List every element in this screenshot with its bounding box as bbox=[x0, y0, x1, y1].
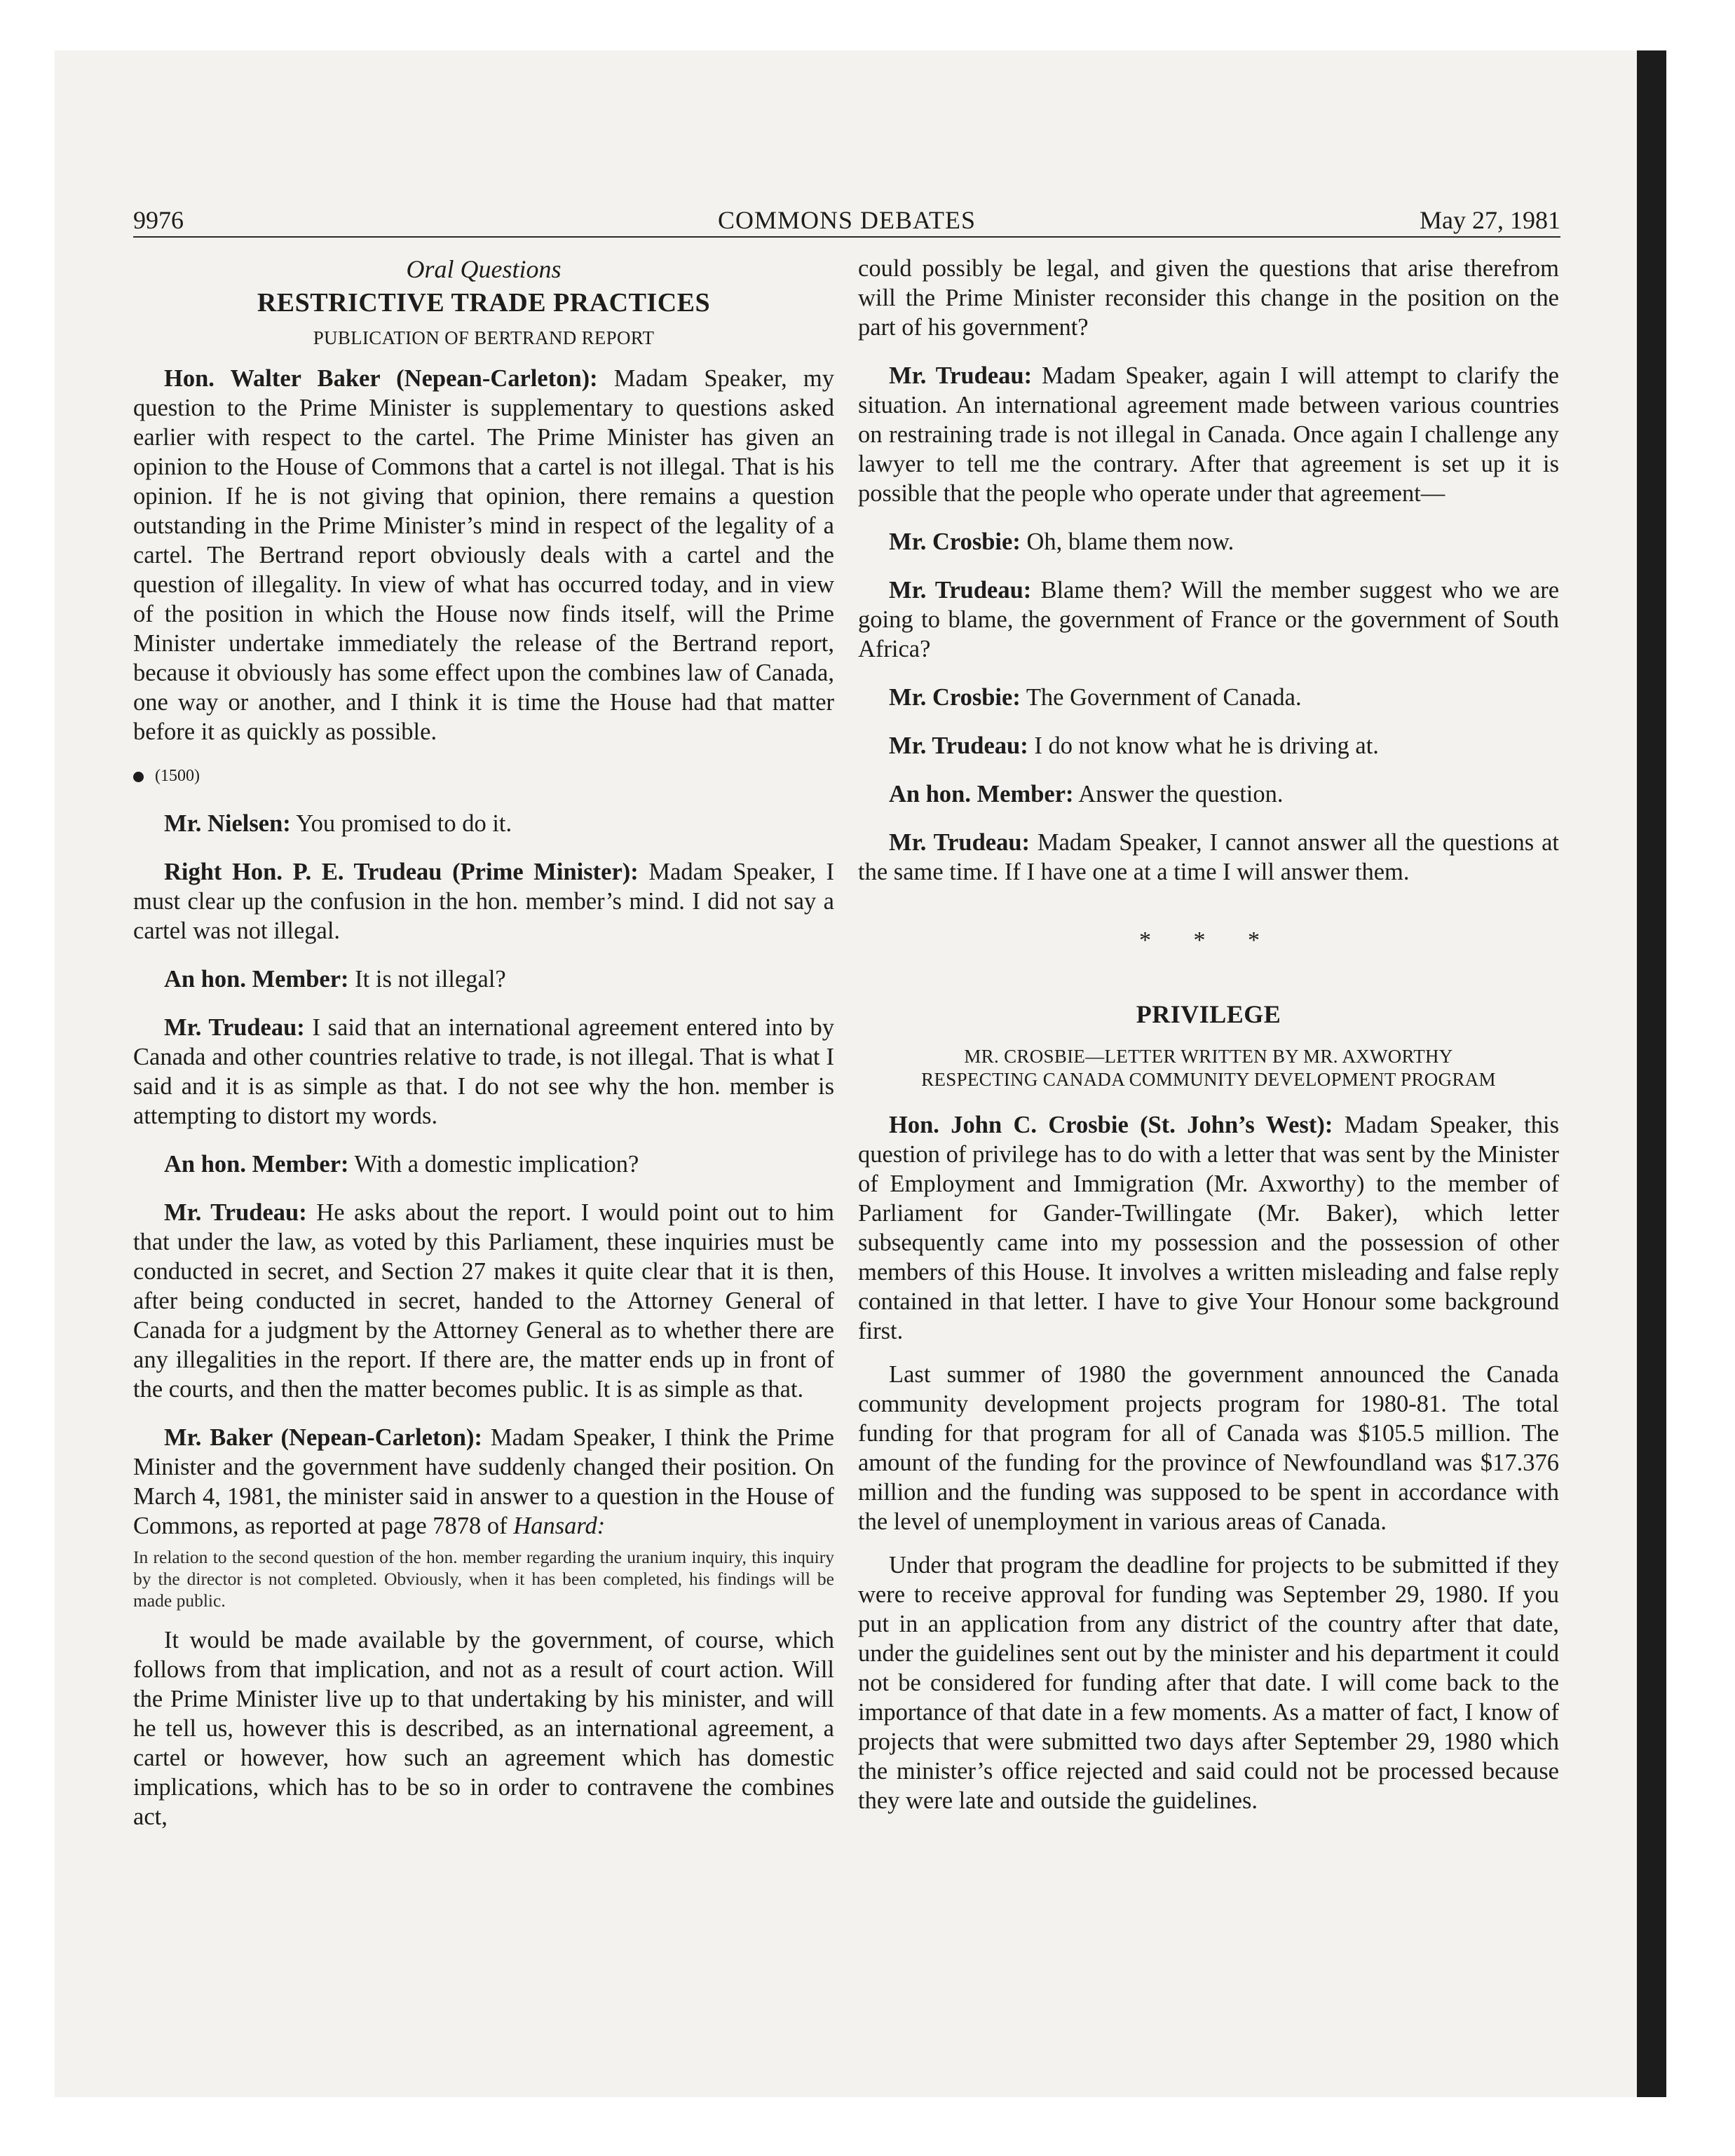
bullet-icon bbox=[133, 772, 144, 782]
time-marker bbox=[133, 762, 834, 790]
speaker: Mr. Nielsen: bbox=[164, 810, 291, 837]
paragraph bbox=[858, 683, 1559, 712]
header-rule bbox=[133, 236, 1560, 238]
paragraph: It would be made available by the government, of course, which follows from that implication, and not as a result of court action. Will the Prime Minister live up to that undertaking by his minister, and will he tell us, however this is described, as an international agreement, a cartel or however, how such an agreement which has domestic implications, which has to be so in order to contravene the combines act, bbox=[133, 1627, 834, 1830]
publication-date: May 27, 1981 bbox=[1420, 206, 1560, 234]
speech: Oh, blame them now. bbox=[1020, 528, 1234, 555]
paragraph bbox=[133, 1149, 834, 1179]
section-title: RESTRICTIVE TRADE PRACTICES bbox=[257, 288, 711, 318]
speech: Madam Speaker, again I will attempt to clarify the situation. An international agreement made between various countries on restraining trade is not illegal in Canada. Once again I challenge any lawyer to tell me the contrary. After that agreement is set up it is possible that the people who operate under that agreement— bbox=[858, 362, 1559, 507]
subsection-title: MR. CROSBIE—LETTER WRITTEN BY MR. AXWORTHY bbox=[964, 1046, 1453, 1067]
speaker: Mr. Trudeau: bbox=[164, 1014, 305, 1041]
subsection-title: PUBLICATION OF BERTRAND REPORT bbox=[313, 327, 655, 348]
speech: It is not illegal? bbox=[348, 966, 506, 992]
speaker: Mr. Trudeau: bbox=[889, 577, 1032, 603]
paragraph: Last summer of 1980 the government announced the Canada community development projects program for 1980-81. The total funding for that program for all of Canada was $105.5 million. The amount of the funding for the province of Newfoundland was $17.376 million and the funding was supposed to be spent in accordance with the level of unemployment in various areas of Canada. bbox=[858, 1361, 1559, 1535]
paragraph: Under that program the deadline for projects to be submitted if they were to receive approval for funding was September 29, 1980. If you put in an application from any district of the country after that date, under the guidelines sent out by the minister and his department it could not be considered for funding after that date. I will come back to the importance of that date in a few moments. As a matter of fact, I know of projects that were submitted two days after September 29, 1980 which the minister’s office rejected and said could not be processed because they were late and outside the guidelines. bbox=[858, 1552, 1559, 1814]
paragraph bbox=[858, 828, 1559, 887]
paragraph bbox=[133, 364, 834, 746]
paragraph bbox=[858, 361, 1559, 508]
hansard-citation: Hansard: bbox=[513, 1513, 606, 1539]
speech: You promised to do it. bbox=[290, 810, 512, 837]
time-marker-text: (1500) bbox=[155, 767, 200, 785]
publication-title: COMMONS DEBATES bbox=[717, 206, 977, 234]
paragraph bbox=[133, 857, 834, 946]
speaker: Right Hon. P. E. Trudeau (Prime Minister): bbox=[164, 859, 639, 885]
left-column bbox=[133, 254, 834, 1831]
subsection-title: RESPECTING CANADA COMMUNITY DEVELOPMENT PROGRAM bbox=[921, 1069, 1496, 1090]
speaker: An hon. Member: bbox=[164, 966, 349, 992]
speech: Madam Speaker, this question of privilege has to do with a letter that was sent by the Minister of Employment and Immigration (Mr. Axworthy) to the member of Parliament for Gander-Twillingate (Mr. Baker), which letter subsequently came into my possession and the possession of other members of this House. It involves a written misleading and false reply contained in that letter. I have to give Your Honour some background first. bbox=[858, 1112, 1560, 1344]
paragraph bbox=[133, 809, 834, 838]
speech: Blame them? Will the member suggest who we are going to blame, the government of France or the government of South Africa? bbox=[858, 577, 1560, 662]
speech: Madam Speaker, my question to the Prime Minister is supplementary to questions asked earlier with respect to the cartel. The Prime Minister has given an opinion to the House of Commons that a cartel is not illegal. That is his opinion. If he is not giving that opinion, there remains a question outstanding in the Prime Minister’s mind in respect of the legality of a cartel. The Bertrand report obviously deals with a cartel and the question of illegality. In view of what has occurred today, and in view of the position in which the House now finds itself, will the Prime Minister undertake immediately the release of the Bertrand report, because it obviously has some effect upon the combines law of Canada, one way or another, and I think it is time the House had that matter before it as quickly as possible. bbox=[133, 365, 834, 745]
speaker: Mr. Trudeau: bbox=[889, 362, 1033, 389]
paragraph bbox=[133, 1013, 834, 1131]
section-break: * * * bbox=[1139, 927, 1278, 953]
speaker: Hon. Walter Baker (Nepean-Carleton): bbox=[164, 365, 598, 392]
speech: I said that an international agreement entered into by Canada and other countries relative to trade, is not illegal. That is what I said and it is as simple as that. I do not see why the hon. member is attempting to distort my words. bbox=[133, 1014, 834, 1129]
speaker: Mr. Crosbie: bbox=[889, 684, 1021, 711]
speaker: Mr. Trudeau: bbox=[164, 1199, 307, 1226]
speaker: Mr. Trudeau: bbox=[889, 829, 1030, 856]
scan-edge-shadow bbox=[1637, 50, 1666, 2097]
paragraph bbox=[133, 1423, 834, 1541]
block-quote: In relation to the second question of the hon. member regarding the uranium inquiry, this inquiry by the director is not completed. Obviously, when it has been completed, his findings will be made public. bbox=[133, 1547, 834, 1611]
speech: Answer the question. bbox=[1073, 781, 1284, 807]
speech: With a domestic implication? bbox=[348, 1151, 639, 1178]
speech: Madam Speaker, I must clear up the confusion in the hon. member’s mind. I did not say a cartel was not illegal. bbox=[133, 859, 834, 944]
paragraph bbox=[858, 1110, 1559, 1346]
paragraph bbox=[858, 575, 1559, 664]
speaker: Mr. Crosbie: bbox=[889, 528, 1021, 555]
paragraph: could possibly be legal, and given the questions that arise therefrom will the Prime Minister reconsider this change in the position on the part of his government? bbox=[858, 255, 1559, 341]
speech: Madam Speaker, I cannot answer all the questions at the same time. If I have one at a time I will answer them. bbox=[858, 829, 1560, 885]
running-header bbox=[133, 200, 1560, 242]
paragraph bbox=[858, 731, 1559, 760]
paragraph bbox=[133, 964, 834, 994]
speech: Madam Speaker, I think the Prime Minister and the government have suddenly changed their position. On March 4, 1981, the minister said in answer to a question in the House of Commons, as reported at page 7878 of bbox=[133, 1424, 834, 1539]
paragraph bbox=[858, 779, 1559, 809]
speech: He asks about the report. I would point out to him that under the law, as voted by this Parliament, these inquiries must be conducted in secret, and Section 27 makes it quite clear that it is then, after being conducted in secret, handed to the Attorney General of Canada for a judgment by the Attorney General as to whether there are any illegalities in the report. If there are, the matter ends up in front of the courts, and then the matter becomes public. It is as simple as that. bbox=[133, 1199, 834, 1403]
section-title: PRIVILEGE bbox=[1136, 1000, 1281, 1028]
right-column bbox=[858, 254, 1559, 1815]
speech: The Government of Canada. bbox=[1020, 684, 1302, 711]
speaker: An hon. Member: bbox=[889, 781, 1074, 807]
page-number: 9976 bbox=[133, 206, 184, 234]
speaker: Mr. Trudeau: bbox=[889, 732, 1028, 759]
speech: I do not know what he is driving at. bbox=[1028, 732, 1379, 759]
section-label: Oral Questions bbox=[406, 255, 562, 283]
paragraph bbox=[858, 527, 1559, 557]
speaker: An hon. Member: bbox=[164, 1151, 349, 1178]
paragraph bbox=[133, 1198, 834, 1404]
speaker: Hon. John C. Crosbie (St. John’s West): bbox=[889, 1112, 1333, 1138]
speaker: Mr. Baker (Nepean-Carleton): bbox=[164, 1424, 482, 1451]
